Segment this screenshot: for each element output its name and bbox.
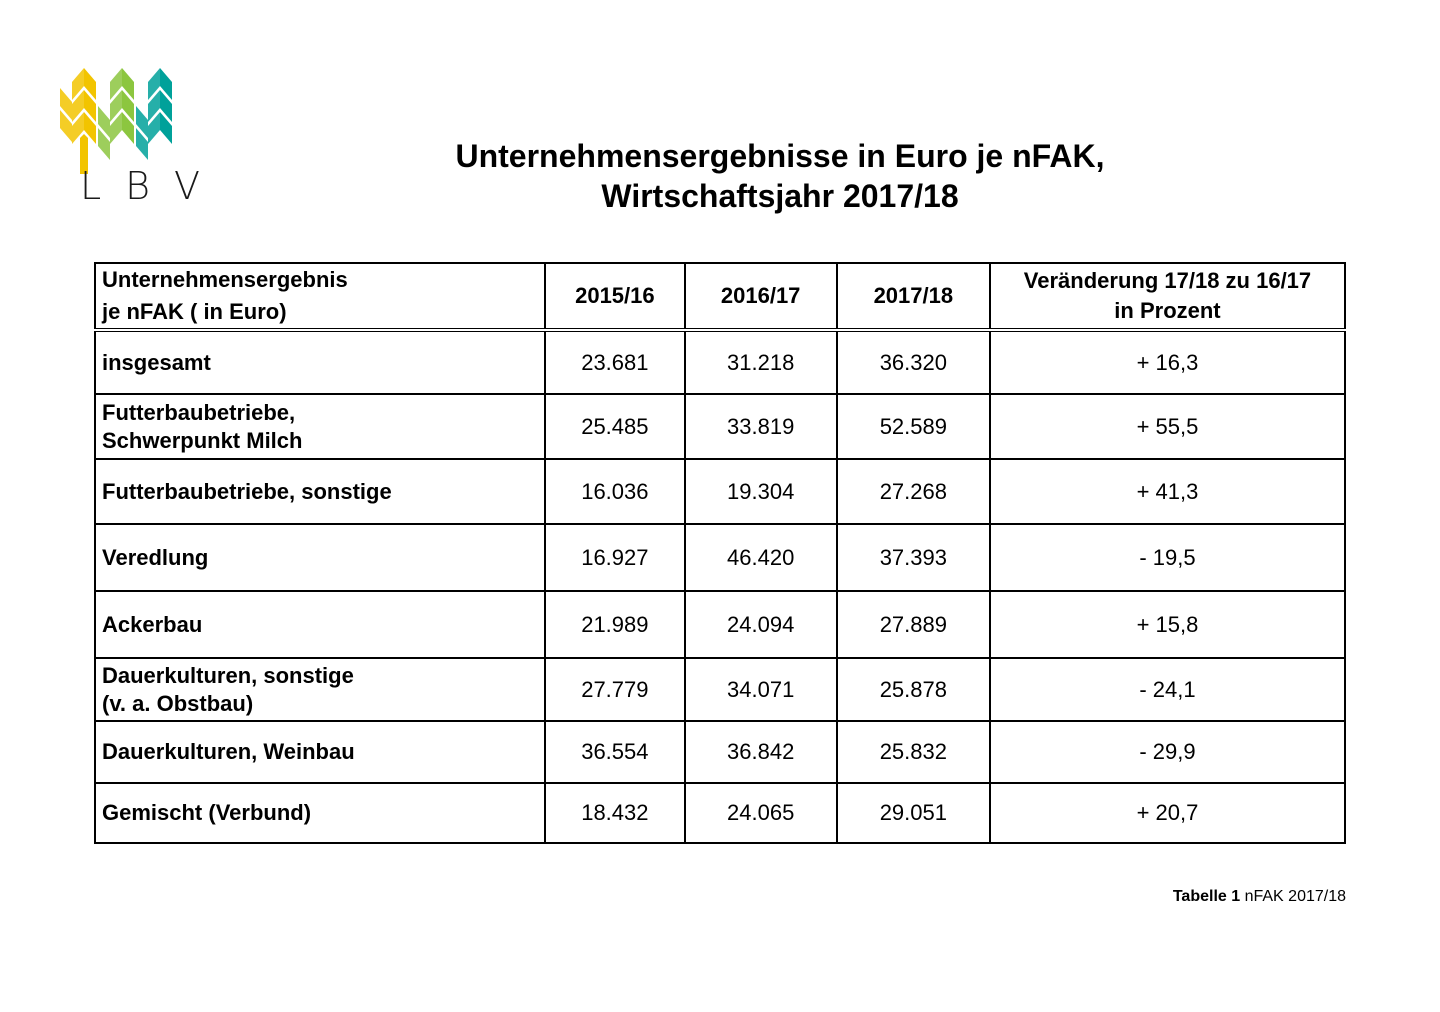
header-2017-18: 2017/18: [837, 263, 990, 330]
table-row: [95, 330, 1345, 394]
row-label: [95, 330, 545, 394]
header-change: [990, 263, 1345, 330]
header-change-line1: Veränderung 17/18 zu 16/17: [1023, 268, 1312, 293]
value-2015-16: 16.927: [545, 524, 684, 591]
row-label-line1: insgesamt: [102, 349, 211, 375]
value-2015-16: 23.681: [545, 330, 684, 394]
table-row: [95, 459, 1345, 524]
wheat-ear-green: [98, 68, 134, 160]
value-2015-16: 21.989: [545, 591, 684, 658]
title-line-1: Unternehmensergebnisse in Euro je nFAK,: [455, 138, 1105, 174]
value-2015-16: 27.779: [545, 658, 684, 721]
table-row: [95, 394, 1345, 459]
row-label: [95, 591, 545, 658]
value-change: - 29,9: [990, 721, 1345, 783]
row-label-line2: (v. a. Obstbau): [102, 690, 254, 716]
row-label-line1: Ackerbau: [102, 611, 203, 637]
row-label: [95, 459, 545, 524]
value-change: - 19,5: [990, 524, 1345, 591]
row-label: [95, 394, 545, 459]
value-change: + 20,7: [990, 783, 1345, 843]
row-label-line2: Schwerpunkt Milch: [102, 427, 303, 453]
value-2017-18: 36.320: [837, 330, 990, 394]
header-category: [95, 263, 545, 330]
row-label: [95, 524, 545, 591]
value-change: + 55,5: [990, 394, 1345, 459]
wheat-ear-yellow: [60, 68, 96, 176]
page-title: [330, 136, 1230, 216]
logo-letter-l: L: [80, 164, 102, 208]
table-row: [95, 721, 1345, 783]
value-change: + 41,3: [990, 459, 1345, 524]
value-2017-18: 25.878: [837, 658, 990, 721]
value-change: + 15,8: [990, 591, 1345, 658]
row-label-line1: Dauerkulturen, Weinbau: [102, 739, 355, 764]
row-label-line1: Veredlung: [102, 544, 209, 570]
value-2017-18: 37.393: [837, 524, 990, 591]
title-line-2: Wirtschaftsjahr 2017/18: [601, 178, 959, 214]
value-2016-17: 46.420: [685, 524, 837, 591]
value-change: + 16,3: [990, 330, 1345, 394]
value-2016-17: 36.842: [685, 721, 837, 783]
value-2017-18: 27.268: [837, 459, 990, 524]
wheat-ear-teal: [136, 68, 172, 160]
value-2017-18: 25.832: [837, 721, 990, 783]
value-2015-16: 36.554: [545, 721, 684, 783]
value-2015-16: 25.485: [545, 394, 684, 459]
value-2016-17: 24.094: [685, 591, 837, 658]
value-2016-17: 19.304: [685, 459, 837, 524]
table-header-row: [95, 263, 1345, 330]
value-2016-17: 24.065: [685, 783, 837, 843]
row-label-line1: Gemischt (Verbund): [102, 800, 312, 825]
table-caption: [1173, 888, 1346, 906]
table-row: [95, 783, 1345, 843]
wheat-ears-icon: [56, 66, 206, 176]
row-label-line1: Futterbaubetriebe, sonstige: [102, 478, 392, 504]
table-row: [95, 658, 1345, 721]
table-row: [95, 591, 1345, 658]
header-category-line2: je nFAK ( in Euro): [102, 299, 287, 324]
value-2017-18: 27.889: [837, 591, 990, 658]
row-label: [95, 721, 545, 783]
logo-wordmark: [80, 164, 200, 208]
table-row: [95, 524, 1345, 591]
lbv-logo: [56, 66, 206, 206]
logo-letter-v: V: [174, 164, 200, 208]
value-2015-16: 18.432: [545, 783, 684, 843]
value-2016-17: 34.071: [685, 658, 837, 721]
value-2016-17: 33.819: [685, 394, 837, 459]
header-category-line1: Unternehmensergebnis: [102, 267, 348, 292]
caption-label: Tabelle 1: [1172, 888, 1241, 905]
logo-letter-b: B: [125, 164, 151, 208]
header-2016-17: 2016/17: [685, 263, 837, 330]
value-2016-17: 31.218: [685, 330, 837, 394]
row-label: [95, 658, 545, 721]
header-2015-16: 2015/16: [545, 263, 684, 330]
row-label-line1: Futterbaubetriebe,: [102, 399, 296, 425]
value-change: - 24,1: [990, 658, 1345, 721]
row-label-line1: Dauerkulturen, sonstige: [102, 662, 354, 688]
value-2015-16: 16.036: [545, 459, 684, 524]
row-label: [95, 783, 545, 843]
value-2017-18: 52.589: [837, 394, 990, 459]
header-change-line2: in Prozent: [1114, 298, 1221, 323]
results-table: [94, 262, 1346, 844]
caption-text: nFAK 2017/18: [1240, 888, 1346, 905]
value-2017-18: 29.051: [837, 783, 990, 843]
